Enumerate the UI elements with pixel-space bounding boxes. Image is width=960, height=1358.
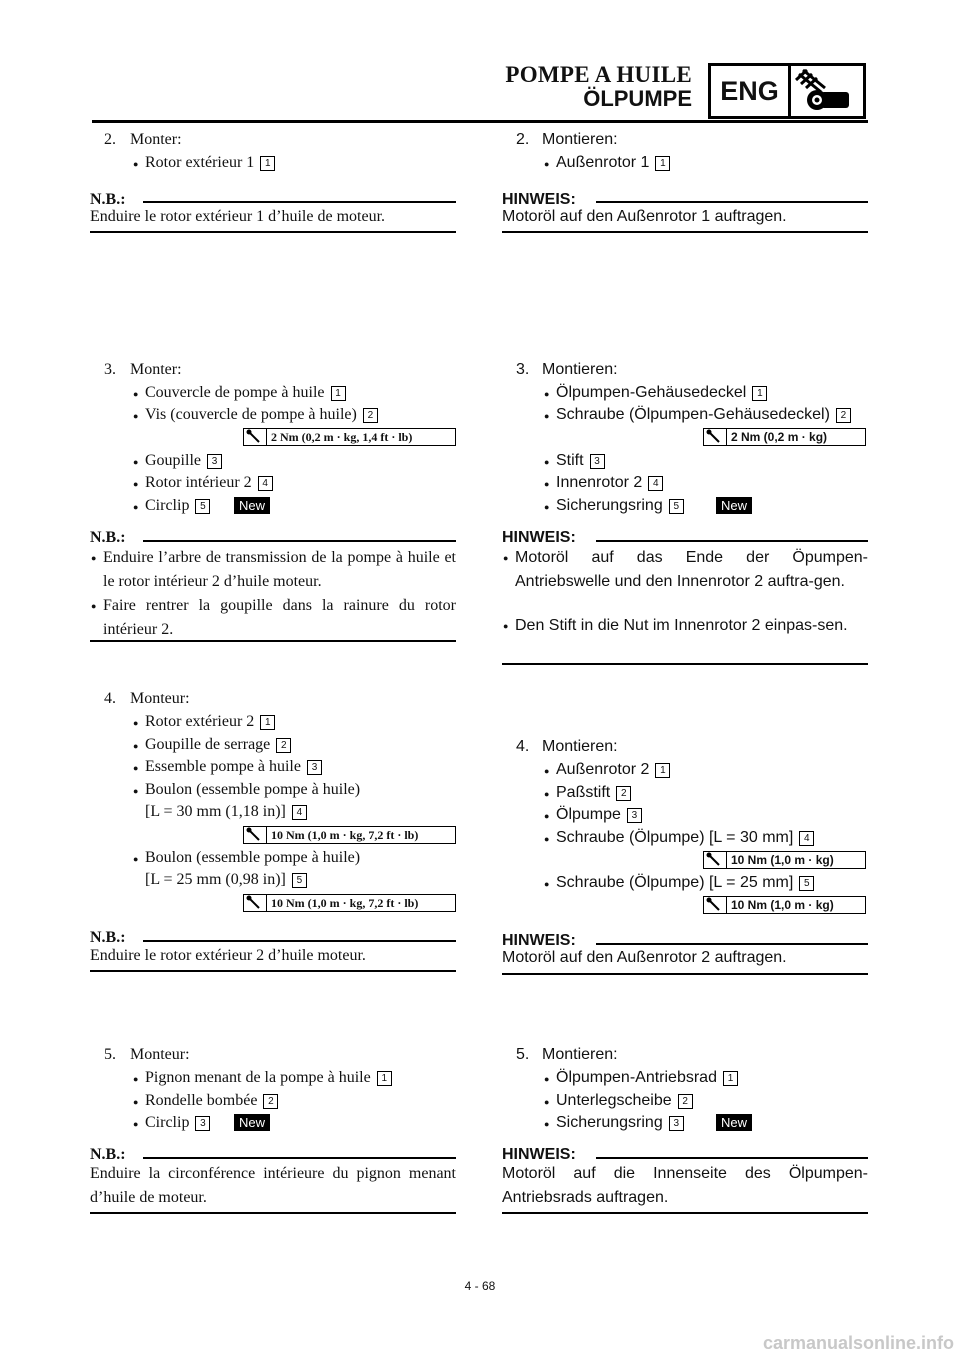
list-item: ● Sicherungsring 5 <box>556 497 684 515</box>
wrench-icon <box>244 429 267 445</box>
list-item: ● Rondelle bombée 2 <box>145 1092 278 1110</box>
note-label: N.B.: <box>90 1146 126 1163</box>
note-label: N.B.: <box>90 191 126 208</box>
step-5-de: 5. Montieren: <box>516 1046 618 1063</box>
torque-spec: 10 Nm (1,0 m · kg) <box>703 896 866 914</box>
note-label: N.B.: <box>90 529 126 546</box>
list-item: ● Ölpumpen-Antriebsrad 1 <box>556 1069 738 1087</box>
list-item: ● Schraube (Ölpumpe) [L = 30 mm] 4 <box>556 829 814 847</box>
section-badge <box>708 63 866 119</box>
note-end-rule <box>90 1212 456 1214</box>
list-item: ● Vis (couvercle de pompe à huile) 2 <box>145 406 378 424</box>
note-rule <box>143 201 456 203</box>
list-item: ● Unterlegscheibe 2 <box>556 1092 693 1110</box>
wrench-icon <box>244 827 267 843</box>
step-2-fr: 2. Monter: <box>104 131 182 148</box>
note-item: ● Faire rentrer la goupille dans la rainure du rotor intérieur 2. <box>103 594 456 642</box>
note-label: HINWEIS: <box>502 191 576 208</box>
note-label: HINWEIS: <box>502 932 576 949</box>
note-rule <box>596 540 868 542</box>
note-text: Enduire le rotor extérieur 1 d’huile de moteur. <box>90 208 386 225</box>
list-item: ● Stift 3 <box>556 452 605 470</box>
note-end-rule <box>502 973 868 975</box>
page-title-french: POMPE A HUILE <box>505 62 692 87</box>
note-end-rule <box>90 970 456 972</box>
note-item: ● Den Stift in die Nut im Innenrotor 2 einpas-sen. <box>515 614 868 638</box>
wrench-icon <box>704 897 727 913</box>
list-item: ● Sicherungsring 3 <box>556 1114 684 1132</box>
list-item: ● Rotor extérieur 2 1 <box>145 713 275 731</box>
list-item: ● Schraube (Ölpumpen-Gehäusedeckel) 2 <box>556 406 851 424</box>
wrench-icon <box>704 852 727 868</box>
list-item: ● Ölpumpe 3 <box>556 806 642 824</box>
list-item: ● Ölpumpen-Gehäusedeckel 1 <box>556 384 767 402</box>
torque-spec: 10 Nm (1,0 m · kg) <box>703 851 866 869</box>
note-end-rule <box>502 1212 868 1214</box>
list-item: ● Schraube (Ölpumpe) [L = 25 mm] 5 <box>556 874 814 892</box>
note-label: N.B.: <box>90 929 126 946</box>
note-text: Motoröl auf den Außenrotor 1 auftragen. <box>502 208 787 225</box>
step-5-fr: 5. Monteur: <box>104 1046 190 1063</box>
page-number: 4 - 68 <box>464 1279 496 1293</box>
page-title-german: ÖLPUMPE <box>583 86 692 111</box>
eng-label: ENG <box>711 66 791 116</box>
step-2-de: 2. Montieren: <box>516 131 618 148</box>
list-item: ● Boulon (essemble pompe à huile) <box>145 781 360 799</box>
note-rule <box>143 940 456 942</box>
list-item: ● Essemble pompe à huile 3 <box>145 758 322 776</box>
note-rule <box>143 540 456 542</box>
list-item: ● Couvercle de pompe à huile 1 <box>145 384 346 402</box>
list-item: ● Innenrotor 2 4 <box>556 474 663 492</box>
step-4-de: 4. Montieren: <box>516 738 618 755</box>
watermark: carmanualsonline.info <box>762 1333 954 1353</box>
new-part-badge: New <box>716 497 752 514</box>
torque-spec: 2 Nm (0,2 m · kg, 1,4 ft · lb) <box>243 428 456 446</box>
note-item: ● Motoröl auf das Ende der Öpumpen-Antriebswelle und den Innenrotor 2 auftra-gen. <box>515 546 868 594</box>
header-rule <box>92 120 868 123</box>
note-end-rule <box>90 640 456 642</box>
list-item: ● Goupille 3 <box>145 452 222 470</box>
new-part-badge: New <box>716 1114 752 1131</box>
list-item: ● Boulon (essemble pompe à huile) <box>145 849 360 867</box>
note-end-rule <box>502 663 868 665</box>
note-item: ● Enduire l’arbre de transmission de la pompe à huile et le rotor intérieur 2 d’huile moteur. <box>103 546 456 594</box>
engine-icon <box>791 66 863 116</box>
note-end-rule <box>90 231 456 233</box>
step-3-de: 3. Montieren: <box>516 361 618 378</box>
list-item: ● Circlip 5 <box>145 497 210 515</box>
note-rule <box>596 1157 868 1159</box>
note-text: Motoröl auf die Innenseite des Ölpumpen-Antriebsrads auftragen. <box>502 1165 868 1206</box>
bolt-length: [L = 25 mm (0,98 in)] 5 <box>145 871 307 889</box>
list-item: ● Außenrotor 2 1 <box>556 761 670 779</box>
wrench-icon <box>244 895 267 911</box>
new-part-badge: New <box>234 1114 270 1131</box>
step-3-fr: 3. Monter: <box>104 361 182 378</box>
step-4-fr: 4. Monteur: <box>104 690 190 707</box>
torque-spec: 2 Nm (0,2 m · kg) <box>703 428 866 446</box>
torque-spec: 10 Nm (1,0 m · kg, 7,2 ft · lb) <box>243 826 456 844</box>
list-item: ● Pignon menant de la pompe à huile 1 <box>145 1069 392 1087</box>
list-item: ● Circlip 3 <box>145 1114 210 1132</box>
list-item: ● Paßstift 2 <box>556 784 631 802</box>
bolt-length: [L = 30 mm (1,18 in)] 4 <box>145 803 307 821</box>
note-text: Enduire la circonférence intérieure du pignon menant d’huile de moteur. <box>90 1165 456 1206</box>
wrench-icon <box>704 429 727 445</box>
note-end-rule <box>502 231 868 233</box>
note-text: Enduire le rotor extérieur 2 d’huile moteur. <box>90 947 366 964</box>
note-rule <box>596 201 868 203</box>
list-item: ● Goupille de serrage 2 <box>145 736 291 754</box>
list-item: ● Außenrotor 1 1 <box>556 154 670 172</box>
note-label: HINWEIS: <box>502 529 576 546</box>
note-label: HINWEIS: <box>502 1146 576 1163</box>
list-item: ● Rotor extérieur 1 1 <box>145 154 275 172</box>
torque-spec: 10 Nm (1,0 m · kg, 7,2 ft · lb) <box>243 894 456 912</box>
list-item: ● Rotor intérieur 2 4 <box>145 474 273 492</box>
note-rule <box>596 943 868 945</box>
note-rule <box>143 1157 456 1159</box>
note-text: Motoröl auf den Außenrotor 2 auftragen. <box>502 949 787 966</box>
new-part-badge: New <box>234 497 270 514</box>
